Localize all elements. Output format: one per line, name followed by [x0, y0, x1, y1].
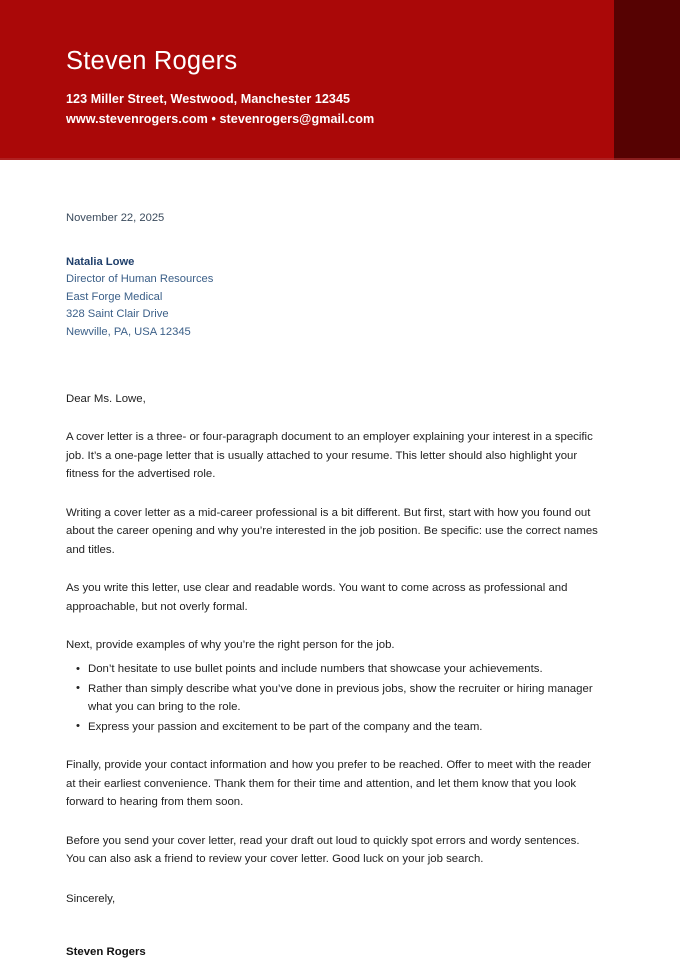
list-item: • Rather than simply describe what you’ve done in previous jobs, show the recruiter or hiring manager what you can bring to the role.	[66, 680, 598, 717]
recipient-block	[66, 254, 598, 341]
sender-contact: www.stevenrogers.com • stevenrogers@gmail.com	[66, 111, 375, 126]
letterhead-accent-stripe	[614, 0, 680, 160]
letter-date: November 22, 2025	[66, 212, 165, 224]
letterhead-content	[66, 47, 586, 129]
letter-closing: Sincerely,	[66, 892, 116, 905]
letter-paragraph-3: As you write this letter, use clear and readable words. You want to come across as professional and approachable, but not overly formal.	[66, 582, 568, 613]
sender-name: Steven Rogers	[66, 47, 238, 75]
recipient-street: 328 Saint Clair Drive	[66, 308, 169, 321]
letter-bullet-list	[66, 660, 598, 736]
letter-paragraph-1: A cover letter is a three- or four-paragraph document to an employer explaining your interest in a specific job. It’s a one-page letter that is usually attached to your resume. This letter should also highlight your fitness for the advertised role.	[66, 431, 593, 481]
letter-paragraph-2: Writing a cover letter as a mid-career professional is a bit different. But first, start with how you found out about the career opening and why you’re interested in the job position. Be specific: use the correct names and titles.	[66, 506, 598, 556]
letter-salutation: Dear Ms. Lowe,	[66, 393, 146, 406]
list-item: • Don’t hesitate to use bullet points and include numbers that showcase your achievements.	[66, 660, 598, 678]
sender-address: 123 Miller Street, Westwood, Manchester 12345	[66, 92, 351, 107]
letter-signature: Steven Rogers	[66, 945, 146, 958]
letter-paragraph-5: Before you send your cover letter, read your draft out loud to quickly spot errors and wordy sentences. You can also ask a friend to review your cover letter. Good luck on your job search.	[66, 834, 580, 866]
recipient-city-state-zip: Newville, PA, USA 12345	[66, 325, 191, 338]
recipient-title: Director of Human Resources	[66, 273, 214, 286]
letter-body	[66, 160, 598, 961]
letterhead-banner	[0, 0, 680, 160]
letter-paragraph-4: Finally, provide your contact information and how you prefer to be reached. Offer to meet with the reader at their earliest convenience. Thank them for their time and attention, and let them know that you look forward to hearing from them soon.	[66, 759, 592, 809]
list-item: • Express your passion and excitement to be part of the company and the team.	[66, 718, 598, 736]
recipient-name: Natalia Lowe	[66, 255, 135, 268]
recipient-company: East Forge Medical	[66, 290, 163, 303]
letter-bullets-intro: Next, provide examples of why you’re the right person for the job.	[66, 639, 395, 651]
